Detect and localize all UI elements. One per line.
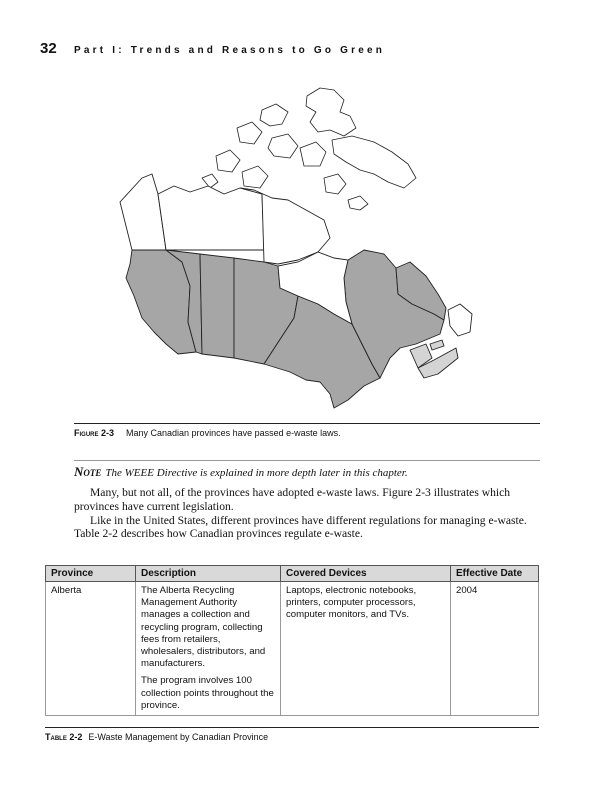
table-label: Table 2-2 <box>45 732 83 742</box>
cell-description <box>136 582 281 716</box>
note-label: Note <box>74 464 102 479</box>
note-box <box>74 460 540 480</box>
figure-caption <box>74 423 540 438</box>
description-paragraph: The Alberta Recycling Management Authority manages a collection and recycling program, collecting fees from retailers, wholesalers, distributors, and manufacturers. <box>141 585 266 670</box>
ewaste-table <box>45 565 539 716</box>
cell-province: Alberta <box>46 582 136 716</box>
col-header-province: Province <box>46 566 136 582</box>
page-header <box>40 40 385 57</box>
table-caption <box>45 727 539 742</box>
table-caption-text: E-Waste Management by Canadian Province <box>88 732 269 742</box>
note-text: The WEEE Directive is explained in more depth later in this chapter. <box>105 467 408 479</box>
page-number: 32 <box>40 40 57 57</box>
description-paragraph: The program involves 100 collection points throughout the province. <box>141 675 274 711</box>
province-newfoundland <box>448 304 472 336</box>
paragraph: Many, but not all, of the provinces have adopted e-waste laws. Figure 2-3 illustrates which provinces have current legislation. <box>74 486 511 513</box>
table-row <box>46 582 539 716</box>
body-text <box>74 486 540 541</box>
canada-map <box>112 82 492 417</box>
figure-caption-text: Many Canadian provinces have passed e-waste laws. <box>126 428 341 438</box>
col-header-devices: Covered Devices <box>281 566 451 582</box>
cell-devices: Laptops, electronic notebooks, printers, computer processors, computer monitors, and TVs. <box>281 582 451 716</box>
running-head: Part I: Trends and Reasons to Go Green <box>74 45 386 56</box>
figure-label: Figure 2-3 <box>74 428 115 438</box>
table-header-row <box>46 566 539 582</box>
col-header-date: Effective Date <box>451 566 539 582</box>
province-pei <box>430 340 444 350</box>
province-saskatchewan <box>200 254 234 358</box>
cell-date: 2004 <box>451 582 539 716</box>
paragraph: Like in the United States, different provinces have different regulations for managing e-waste. Table 2-2 describes how Canadian provinces regulate e-waste. <box>74 513 527 541</box>
col-header-description: Description <box>136 566 281 582</box>
